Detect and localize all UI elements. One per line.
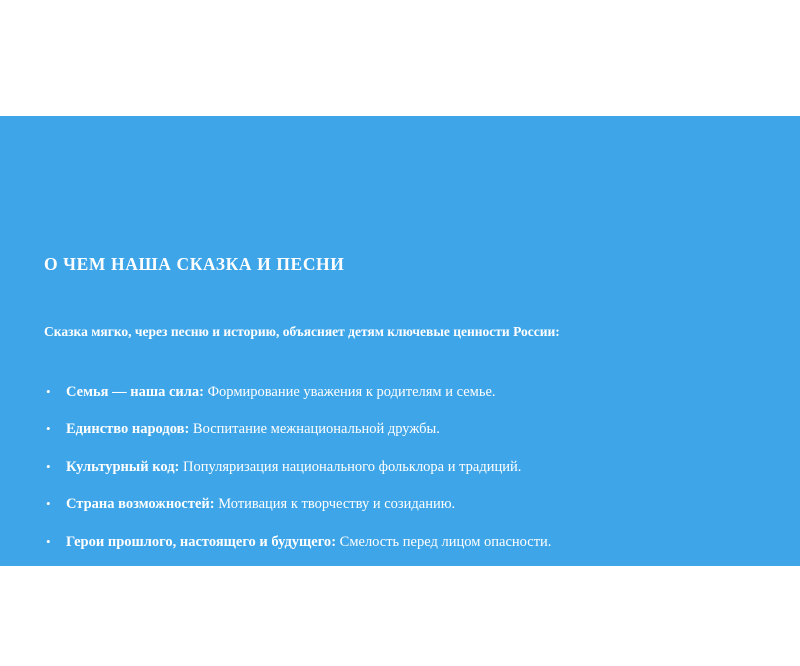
list-item-description: Популяризация национального фольклора и традиций. bbox=[183, 458, 522, 475]
values-list bbox=[44, 384, 764, 571]
lead-paragraph: Сказка мягко, через песню и историю, объясняет детям ключевые ценности России: bbox=[44, 324, 560, 339]
list-item-separator: : bbox=[331, 533, 340, 550]
list-item bbox=[44, 534, 764, 551]
list-item-description: Мотивация к творчеству и созиданию. bbox=[218, 496, 456, 513]
list-item-term: Герои прошлого, настоящего и будущего bbox=[66, 533, 332, 550]
page-title: О ЧЕМ НАША СКАЗКА И ПЕСНИ bbox=[44, 254, 345, 274]
list-item-term: Страна возможностей bbox=[66, 496, 210, 513]
list-item-separator: : bbox=[199, 384, 208, 400]
list-item-term: Культурный код bbox=[66, 458, 175, 475]
list-item bbox=[44, 421, 764, 438]
list-item bbox=[44, 384, 764, 401]
list-item-description: Формирование уважения к родителям и семье. bbox=[207, 384, 496, 400]
list-item-description: Воспитание межнациональной дружбы. bbox=[192, 421, 440, 438]
site-watermark: admin-smolensk.ru bbox=[641, 646, 782, 665]
slide-content-panel bbox=[0, 116, 800, 665]
list-item-separator: : bbox=[184, 421, 193, 438]
slide-top-blank-area bbox=[0, 0, 800, 116]
list-item bbox=[44, 459, 764, 476]
list-item-description: Смелость перед лицом опасности. bbox=[339, 533, 552, 550]
list-item-separator: : bbox=[174, 458, 183, 475]
list-item-term: Семья — наша сила bbox=[66, 384, 200, 400]
list-item-separator: : bbox=[209, 496, 219, 513]
list-item bbox=[44, 496, 764, 513]
list-item-term: Единство народов bbox=[66, 421, 185, 438]
